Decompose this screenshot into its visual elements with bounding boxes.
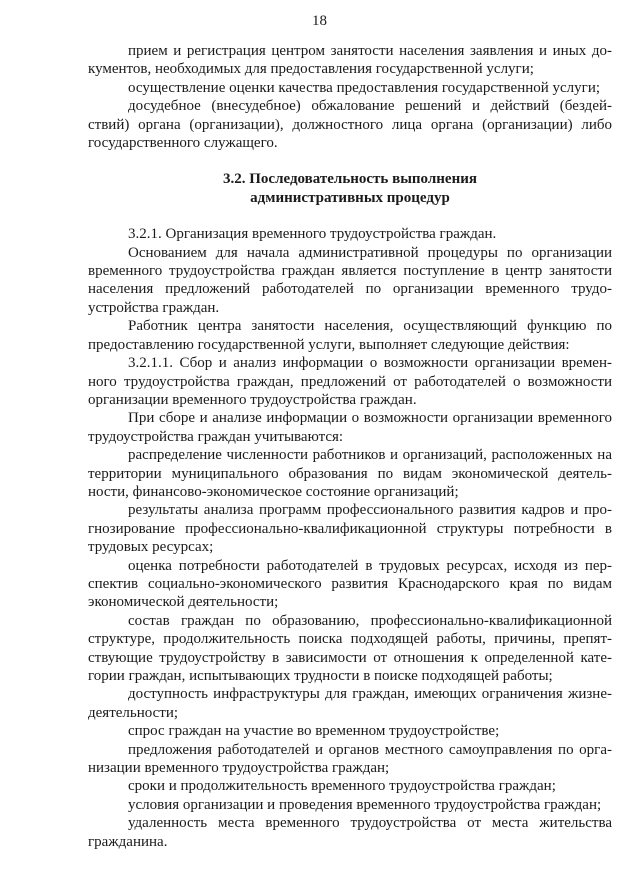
section-heading-line-2: административных процедур — [250, 189, 450, 206]
intro-item: прием и регистрация центром занятости населения заявления и иных до- кументов, необходимых для предоставления государственной услуги; — [88, 43, 612, 78]
list-item: доступность инфраструктуры для граждан, имеющих ограничения жизне- деятельности; — [88, 686, 612, 721]
list-item: спрос граждан на участие во временном трудоустройстве; — [128, 723, 500, 740]
list-item: сроки и продолжительность временного трудоустройства граждан; — [128, 778, 556, 795]
paragraph: 3.2.1. Организация временного трудоустройства граждан. — [128, 226, 497, 243]
paragraph: 3.2.1.1. Сбор и анализ информации о возможности организации времен- ного трудоустройства граждан, предложений от работодателей о возможности организации временного трудоустройства граждан. — [88, 355, 612, 408]
section-heading — [88, 170, 612, 207]
list-item: распределение численности работников и организаций, расположенных на территории муниципального образования по видам экономической деятель- ности, финансово-экономическое состояние организаций; — [88, 447, 612, 500]
page-number: 18 — [312, 13, 327, 29]
list-item: удаленность места временного трудоустройства от места жительства гражданина. — [88, 815, 612, 850]
list-item: предложения работодателей и органов местного самоуправления по орга- низации временного трудоустройства граждан; — [88, 741, 612, 777]
paragraph: Основанием для начала административной процедуры по организации временного трудоустройства граждан является поступление в центр занятости населения предложений работодателей по организации временного трудо- устройства граждан. — [88, 244, 612, 316]
list-item: результаты анализа программ профессионального развития кадров и про- гнозирование профессионально-квалификационной структуры потребности в трудовых ресурсах; — [88, 502, 612, 556]
intro-item: досудебное (внесудебное) обжалование решений и действий (бездей- ствий) органа (организации), должностного лица органа (организации) либо государственного служащего. — [88, 98, 612, 152]
list-item: состав граждан по образованию, профессионально-квалификационной структуре, продолжительность поиска подходящей работы, причины, препят- ствующие трудоустройству в зависимости от отношения к определенной кате- гории граждан, испытывающих трудности в поиске подходящей работы; — [88, 612, 612, 684]
paragraph: При сборе и анализе информации о возможности организации временного трудоустройства граждан учитываются: — [88, 410, 612, 445]
document-body — [88, 42, 612, 851]
list-item: условия организации и проведения временного трудоустройства граждан; — [128, 796, 602, 813]
paragraph: Работник центра занятости населения, осуществляющий функцию по предоставлению государственной услуги, выполняет следующие действия: — [88, 318, 612, 353]
intro-item: осуществление оценки качества предоставления государственной услуги; — [128, 79, 601, 96]
section-heading-line-1: 3.2. Последовательность выполнения — [223, 171, 477, 188]
list-item: оценка потребности работодателей в трудовых ресурсах, исходя из пер- спектив социально-экономического развития Краснодарского края по видам экономической деятельности; — [88, 557, 612, 611]
